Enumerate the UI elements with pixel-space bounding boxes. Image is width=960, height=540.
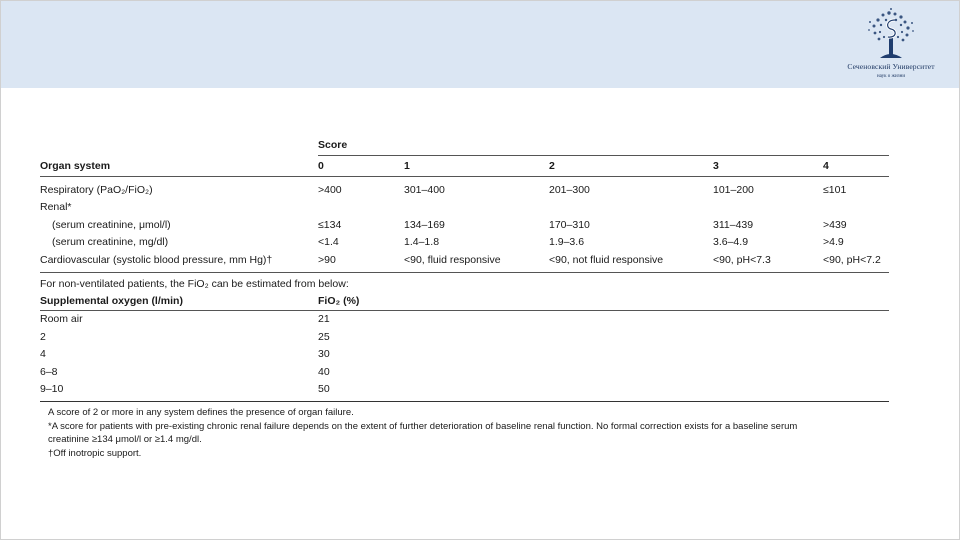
oxygen-value: Room air (40, 313, 83, 325)
table-cell: >439 (823, 219, 847, 231)
row-label: (serum creatinine, mg/dl) (52, 236, 169, 248)
footnote-renal-line1: *A score for patients with pre-existing chronic renal failure depends on the extent of further deterioration of baseline renal function. No formal correction exists for a baseline serum (48, 421, 798, 432)
header-rule (40, 176, 889, 177)
oxygen-value: 4 (40, 348, 46, 360)
table-cell: <90, pH<7.3 (713, 254, 771, 266)
fio2-value: 30 (318, 348, 330, 360)
table-cell: ≤101 (823, 184, 847, 196)
table-cell: 3.6–4.9 (713, 236, 749, 248)
table-cell: 201–300 (549, 184, 590, 196)
score-4-header: 4 (823, 160, 829, 172)
university-name: Сеченовский Университет (847, 62, 935, 71)
fio2-value: 50 (318, 383, 330, 395)
row-label: Cardiovascular (systolic blood pressure, mm Hg)† (40, 254, 273, 266)
score-2-header: 2 (549, 160, 555, 172)
table-bottom-rule (40, 272, 889, 273)
fio2-value: 40 (318, 366, 330, 378)
organ-system-header: Organ system (40, 160, 111, 172)
table-cell: 1.9–3.6 (549, 236, 585, 248)
row-label: Respiratory (PaO₂/FiO₂) (40, 184, 153, 196)
supplemental-oxygen-header: Supplemental oxygen (l/min) (40, 295, 183, 307)
table-cell: <90, not fluid responsive (549, 254, 664, 266)
table-cell: >4.9 (823, 236, 844, 248)
oxygen-value: 9–10 (40, 383, 64, 395)
score-0-header: 0 (318, 160, 324, 172)
table-cell: 301–400 (404, 184, 445, 196)
fio2-value: 21 (318, 313, 330, 325)
score-label: Score (318, 139, 348, 151)
table-cell: <90, fluid responsive (404, 254, 501, 266)
footnote-organ-failure: A score of 2 or more in any system defines the presence of organ failure. (48, 407, 354, 418)
table-cell: <90, pH<7.2 (823, 254, 881, 266)
score-1-header: 1 (404, 160, 410, 172)
fio2-header-rule (40, 310, 889, 311)
oxygen-value: 6–8 (40, 366, 58, 378)
fio2-intro: For non-ventilated patients, the FiO₂ can be estimated from below: (40, 278, 349, 290)
row-label: (serum creatinine, μmol/l) (52, 219, 171, 231)
table-cell: ≤134 (318, 219, 342, 231)
footnote-inotropic: †Off inotropic support. (48, 448, 142, 459)
table-cell: 1.4–1.8 (404, 236, 440, 248)
footnote-renal-line2: creatinine ≥134 μmol/l or ≥1.4 mg/dl. (48, 434, 202, 445)
university-tagline: наук о жизни (876, 74, 906, 79)
table-cell: 311–439 (713, 219, 754, 231)
table-cell: >400 (318, 184, 342, 196)
fio2-bottom-rule (40, 401, 889, 402)
score-underline (318, 155, 889, 156)
oxygen-value: 2 (40, 331, 46, 343)
table-cell: 170–310 (549, 219, 590, 231)
score-3-header: 3 (713, 160, 719, 172)
table-cell: >90 (318, 254, 336, 266)
fio2-value: 25 (318, 331, 330, 343)
table-cell: <1.4 (318, 236, 339, 248)
table-cell: 134–169 (404, 219, 445, 231)
fio2-header: FiO₂ (%) (318, 295, 360, 307)
table-cell: 101–200 (713, 184, 754, 196)
row-label: Renal* (40, 201, 72, 213)
